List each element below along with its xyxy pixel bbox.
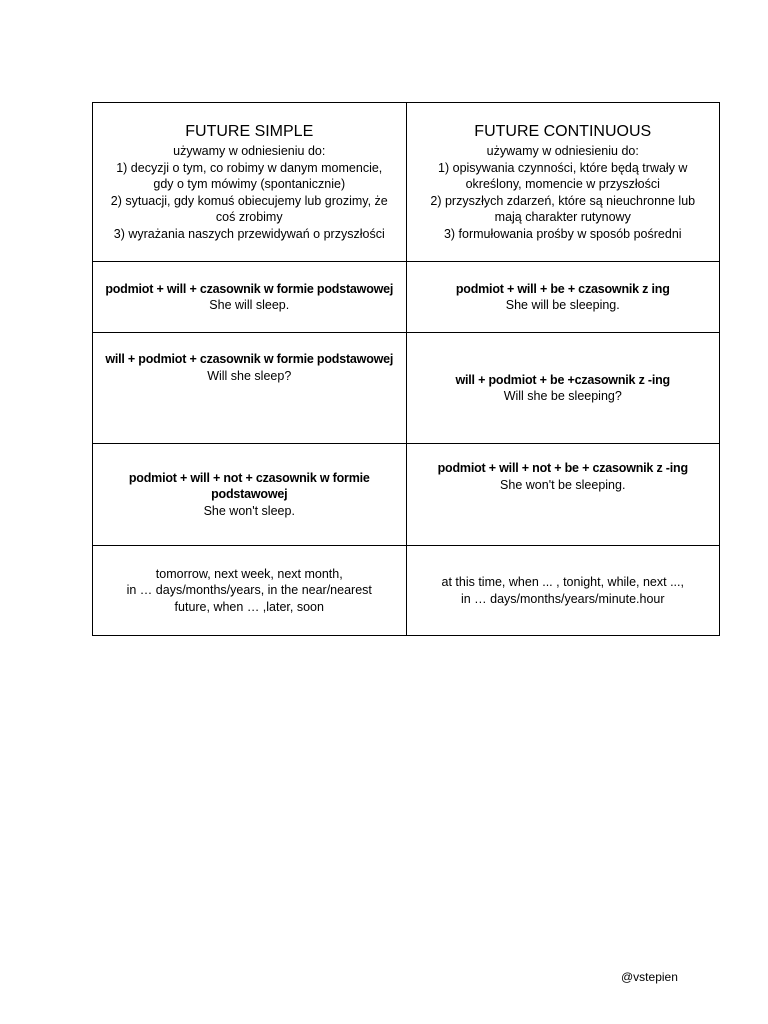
future-simple-negative-cell	[93, 444, 407, 546]
future-simple-question-example: Will she sleep?	[207, 368, 292, 383]
future-continuous-usage-intro: używamy w odniesieniu do:	[486, 144, 639, 158]
future-continuous-usage-line: określony, momencie w przyszłości	[465, 177, 660, 191]
future-continuous-affirmative-formula: podmiot + will + be + czasownik z ing	[455, 281, 670, 296]
future-continuous-header-cell	[406, 103, 720, 262]
future-continuous-time-line: in … days/months/years/minute.hour	[460, 591, 665, 606]
future-simple-time-line: tomorrow, next week, next month,	[155, 566, 343, 581]
future-simple-negative-formula-line: podmiot + will + not + czasownik w formie	[128, 470, 370, 485]
author-credit: @vstepien	[621, 970, 678, 984]
future-simple-negative-formula-line: podstawowej	[211, 487, 288, 502]
future-continuous-usage-line: 1) opisywania czynności, które będą trwały w	[438, 160, 688, 175]
future-continuous-negative-cell	[406, 444, 720, 546]
future-simple-usage-line: 2) sytuacji, gdy komuś obiecujemy lub grozimy, że	[110, 193, 388, 208]
future-simple-usage-line: 3) wyrażania naszych przewidywań o przyszłości	[113, 226, 385, 241]
future-simple-usage-line: gdy o tym mówimy (spontanicznie)	[153, 177, 346, 191]
time-expressions-row	[93, 546, 720, 636]
future-simple-usage-intro: używamy w odniesieniu do:	[173, 144, 326, 158]
future-continuous-title: FUTURE CONTINUOUS	[474, 123, 652, 140]
future-continuous-usage-line: 2) przyszłych zdarzeń, które są nieuchronne lub	[430, 193, 696, 208]
question-row	[93, 333, 720, 444]
future-simple-time-line: future, when … ,later, soon	[174, 599, 324, 614]
future-simple-time-cell	[93, 546, 407, 636]
future-simple-affirmative-cell	[93, 262, 407, 333]
future-continuous-time-line: at this time, when ... , tonight, while, next ...,	[441, 575, 684, 589]
future-continuous-usage-line: mają charakter rutynowy	[494, 210, 631, 224]
future-continuous-question-example: Will she be sleeping?	[503, 389, 622, 403]
future-continuous-usage-line: 3) formułowania prośby w sposób pośredni	[443, 226, 682, 241]
future-continuous-question-formula: will + podmiot + be +czasownik z -ing	[455, 372, 670, 387]
future-simple-question-formula: will + podmiot + czasownik w formie podstawowej	[105, 352, 394, 366]
future-simple-usage-line: coś zrobimy	[215, 210, 283, 224]
future-continuous-negative-formula: podmiot + will + not + be + czasownik z -ing	[437, 461, 688, 475]
future-simple-header-cell	[93, 103, 407, 262]
future-simple-usage-line: 1) decyzji o tym, co robimy w danym momencie,	[116, 160, 383, 175]
future-continuous-affirmative-example: She will be sleeping.	[505, 298, 620, 312]
future-simple-question-cell	[93, 333, 407, 444]
future-continuous-negative-example: She won't be sleeping.	[500, 477, 626, 492]
negative-row	[93, 444, 720, 546]
affirmative-row	[93, 262, 720, 333]
tense-header-row	[93, 103, 720, 262]
future-simple-affirmative-formula: podmiot + will + czasownik w formie podstawowej	[105, 281, 394, 296]
future-simple-title: FUTURE SIMPLE	[185, 123, 314, 140]
future-continuous-affirmative-cell	[406, 262, 720, 333]
future-simple-negative-example: She won't sleep.	[203, 503, 295, 518]
grammar-table	[92, 102, 720, 636]
future-simple-time-line: in … days/months/years, in the near/nearest	[126, 583, 372, 598]
future-continuous-question-cell	[406, 333, 720, 444]
future-simple-affirmative-example: She will sleep.	[209, 298, 290, 312]
future-continuous-time-cell	[406, 546, 720, 636]
